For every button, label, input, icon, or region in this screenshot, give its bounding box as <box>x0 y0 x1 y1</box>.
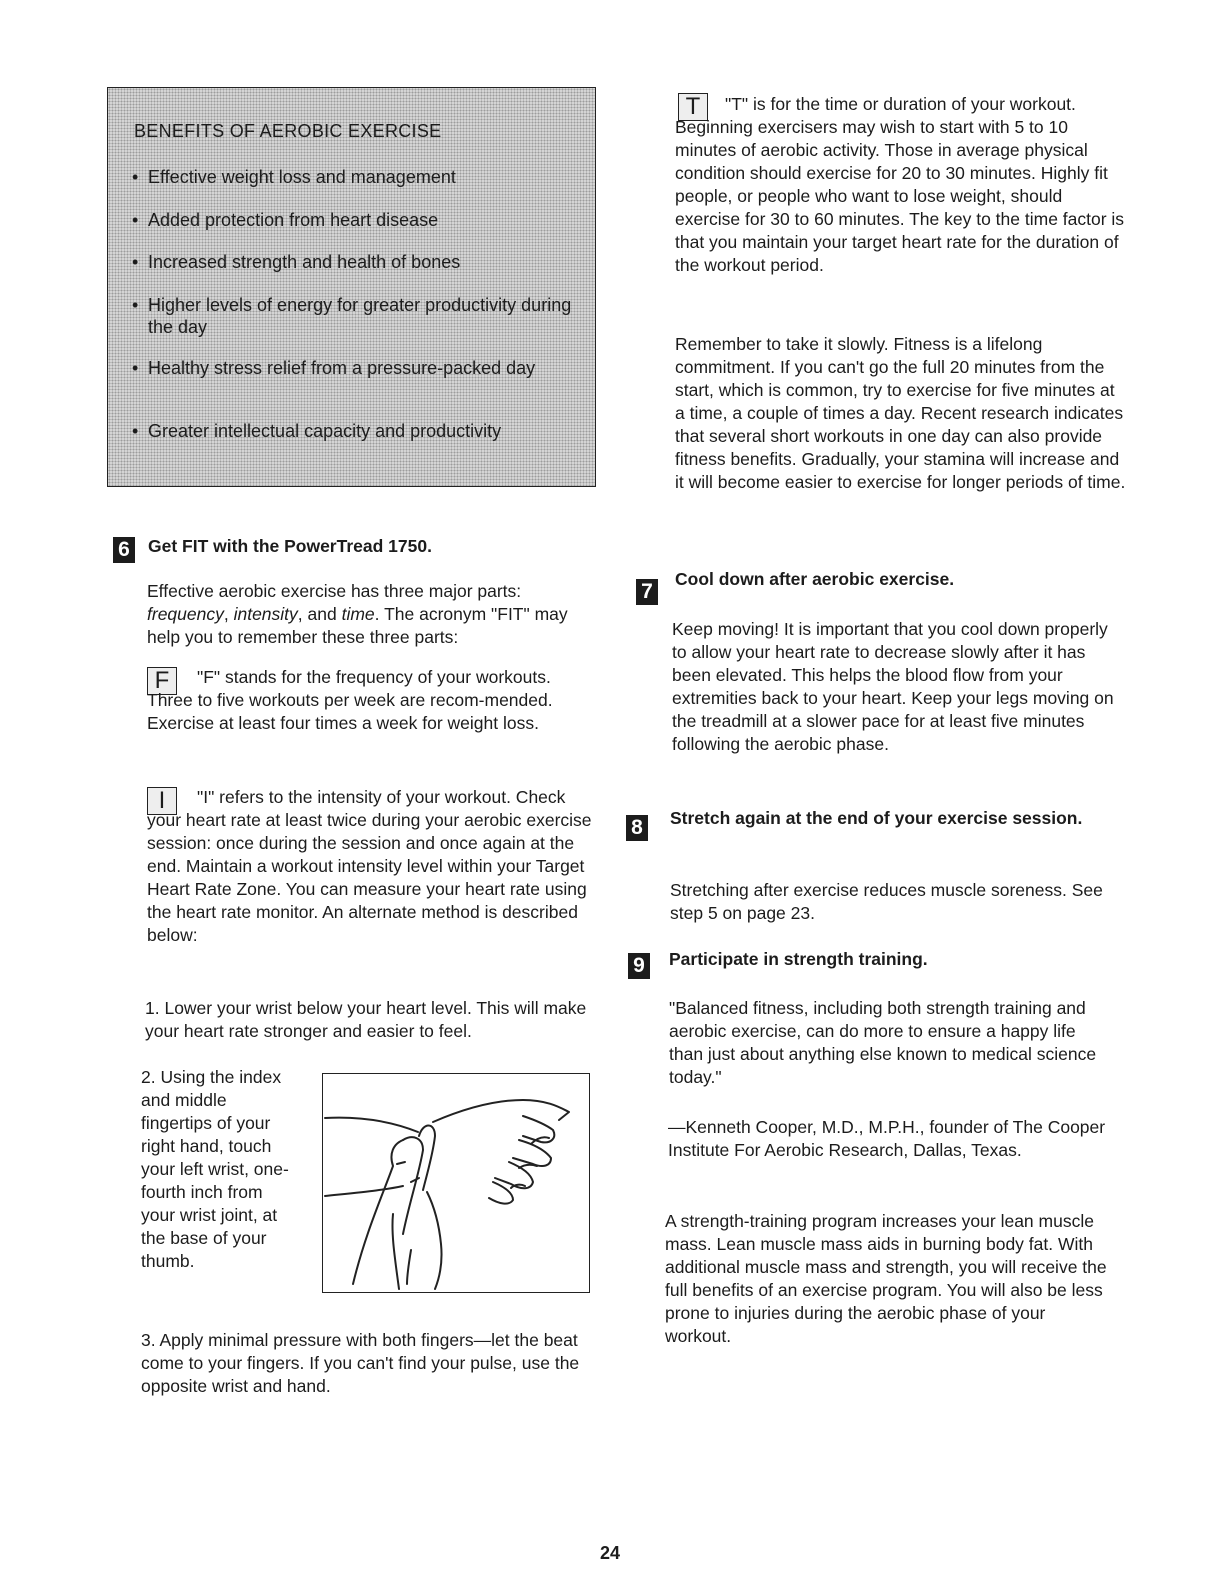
step-9-quote: "Balanced fitness, including both strength training and aerobic exercise, can do more to ensure a happy life than just about anything else known to medical science today." <box>669 998 1097 1087</box>
intro-text: . The acronym "FIT" may help you to remember these three parts: <box>147 604 568 647</box>
step-8-text: Stretching after exercise reduces muscle soreness. See step 5 on page 23. <box>670 880 1103 923</box>
step-8-marker: 8 <box>626 815 648 841</box>
list-item: • Greater intellectual capacity and productivity <box>128 420 598 442</box>
step-6-heading: Get FIT with the PowerTread 1750. <box>148 536 432 556</box>
term-intensity: intensity <box>233 604 298 624</box>
pulse-step-3: 3. Apply minimal pressure with both fingers—let the beat come to your fingers. If you can't find your pulse, use the opposite wrist and hand. <box>141 1330 580 1396</box>
list-item: • Effective weight loss and management <box>128 166 598 188</box>
wrist-pulse-illustration <box>322 1073 590 1293</box>
step-9-attribution: —Kenneth Cooper, M.D., M.P.H., founder of The Cooper Institute For Aerobic Research, Dallas, Texas. <box>668 1117 1106 1160</box>
hand-on-wrist-icon <box>323 1074 588 1291</box>
step-7-heading: Cool down after aerobic exercise. <box>675 569 955 589</box>
letter-t-icon: T <box>678 93 708 121</box>
remember-paragraph: Remember to take it slowly. Fitness is a lifelong commitment. If you can't go the full 20 minutes from the start, which is common, try to exercise for five minutes at a time, a couple of times a day. Recent research indicates that several short workouts in one day can also provide fitness benefits. Gradually, your stamina will increase and it will become easier to exercise for longer periods of time. <box>675 334 1126 492</box>
page-number: 24 <box>599 1543 621 1563</box>
benefits-title: BENEFITS OF AEROBIC EXERCISE <box>134 121 442 141</box>
letter-i-icon: I <box>147 787 177 815</box>
intensity-paragraph: "I" refers to the intensity of your workout. Check your heart rate at least twice during your aerobic exercise session: once during the session and once again at the end. Maintain a workout intensity level within your Target Heart Rate Zone. You can measure your heart rate using the heart rate monitor. An alternate method is described below: <box>147 787 592 945</box>
list-item: • Higher levels of energy for greater productivity during the day <box>128 294 598 338</box>
time-paragraph: "T" is for the time or duration of your workout. Beginning exercisers may wish to start with 5 to 10 minutes of aerobic activity. Those in average physical condition should exercise for 20 to 30 minutes. Highly fit people, or people who want to lose weight, should exercise for 30 to 60 minutes. The key to the time factor is that you maintain your target heart rate for the duration of the workout period. <box>675 94 1125 275</box>
benefits-box <box>107 87 596 487</box>
step-8-heading: Stretch again at the end of your exercise session. <box>670 808 1083 828</box>
intro-text: Effective aerobic exercise has three major parts: <box>147 581 522 601</box>
pulse-step-1: 1. Lower your wrist below your heart level. This will make your heart rate stronger and easier to feel. <box>145 998 587 1041</box>
step-7-marker: 7 <box>636 579 658 605</box>
step-6-intro <box>147 580 587 649</box>
step-6-marker: 6 <box>113 537 135 563</box>
intro-text: , <box>223 604 234 624</box>
step-9-heading: Participate in strength training. <box>669 949 928 969</box>
list-item: • Healthy stress relief from a pressure-packed day <box>128 357 598 379</box>
term-time: time <box>341 604 375 624</box>
list-item: • Increased strength and health of bones <box>128 251 598 273</box>
step-9-text: A strength-training program increases your lean muscle mass. Lean muscle mass aids in burning body fat. With additional muscle mass and strength, you will receive the full benefits of an exercise program. You will also be less prone to injuries during the aerobic phase of your workout. <box>665 1211 1107 1346</box>
term-frequency: frequency <box>147 604 224 624</box>
pulse-step-2: 2. Using the index and middle fingertips of your right hand, touch your left wrist, one-fourth inch from your wrist joint, at the base of your thumb. <box>141 1067 289 1271</box>
letter-f-icon: F <box>147 667 177 695</box>
list-item: • Added protection from heart disease <box>128 209 598 231</box>
step-9-marker: 9 <box>628 953 650 979</box>
intro-text: , and <box>297 604 342 624</box>
frequency-paragraph: "F" stands for the frequency of your workouts. Three to five workouts per week are recom-mended. Exercise at least four times a week for weight loss. <box>147 667 553 733</box>
step-7-text: Keep moving! It is important that you cool down properly to allow your heart rate to decrease slowly after it has been elevated. This helps the blood flow from your extremities back to your heart. Keep your legs moving on the treadmill at a slower pace for at least five minutes following the aerobic phase. <box>672 619 1114 754</box>
